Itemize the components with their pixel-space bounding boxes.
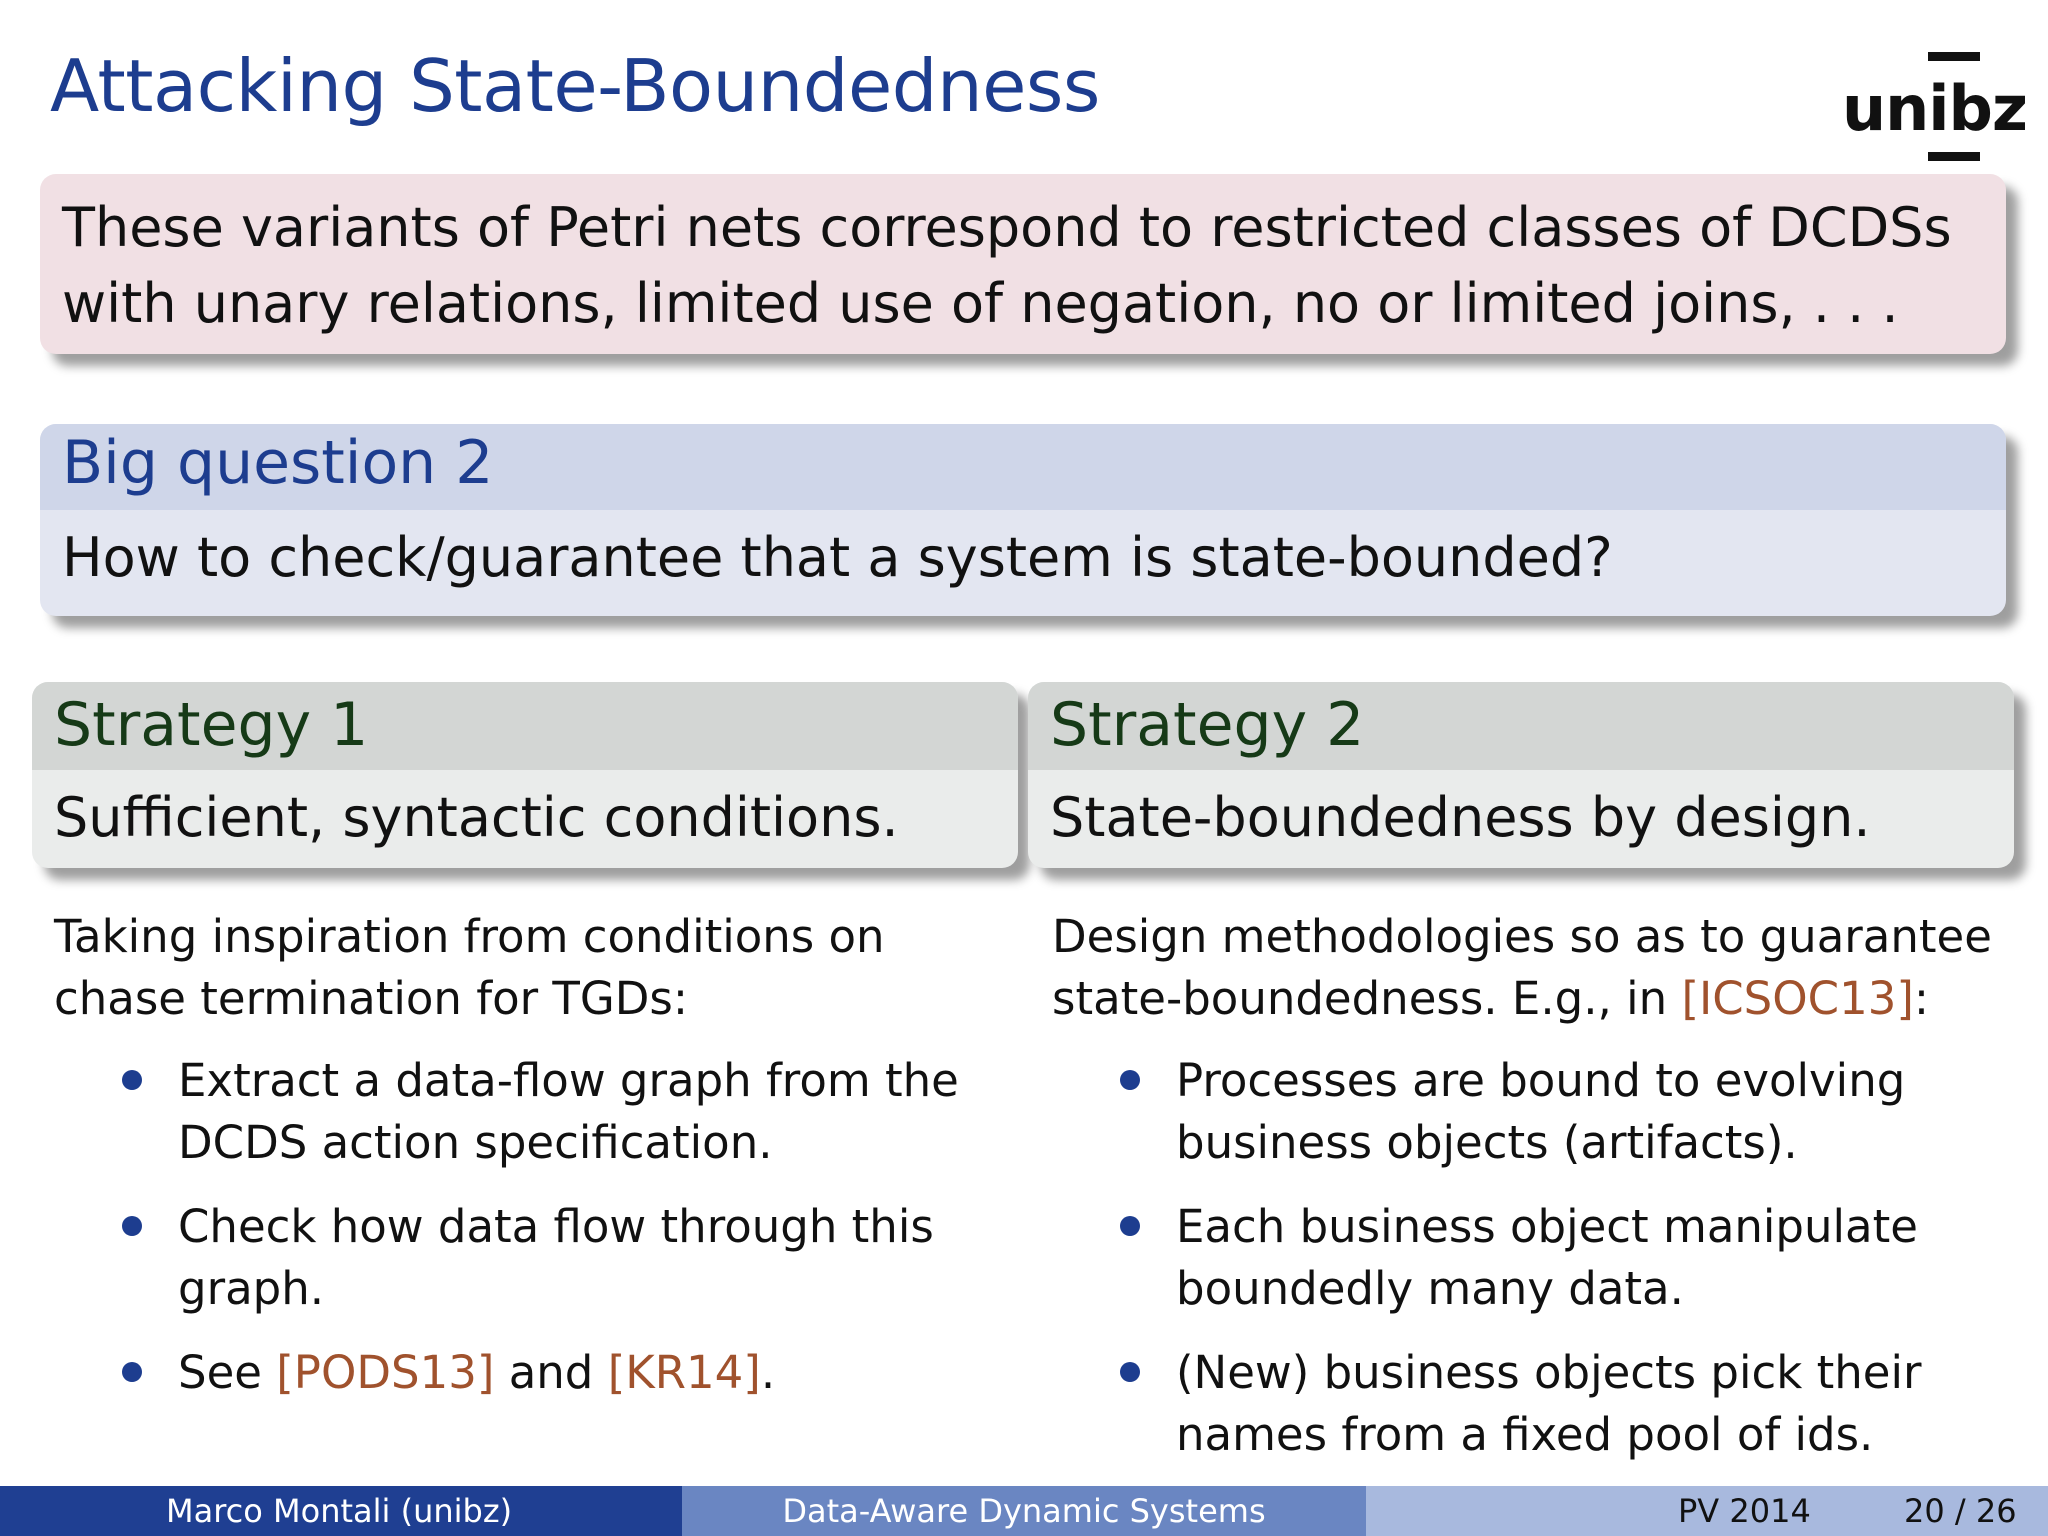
strategy-2-text: State-boundedness by design. — [1050, 786, 1871, 849]
bullet-icon — [122, 1070, 142, 1090]
list-item — [1052, 1342, 2012, 1466]
footer-page-number: 20 / 26 — [1904, 1492, 2017, 1530]
strategy-2-intro — [1052, 906, 2012, 1030]
strategy-1-bullet-list — [54, 1050, 1014, 1404]
footer-event-section — [1366, 1486, 2048, 1536]
slide-title: Attacking State-Boundedness — [50, 44, 1100, 128]
citation-link-icsoc13[interactable]: [ICSOC13] — [1681, 972, 1914, 1025]
strategy-1-title: Strategy 1 — [54, 690, 369, 760]
list-item-text-mid: and — [494, 1346, 608, 1399]
strategy-1-details — [54, 906, 1014, 1426]
logo-text: unibz — [1842, 72, 2027, 145]
bullet-icon — [122, 1362, 142, 1382]
list-item-text: (New) business objects pick their names from a fixed pool of ids. — [1176, 1346, 1922, 1461]
strategy-2-intro-colon: : — [1913, 972, 1930, 1025]
bullet-icon — [1120, 1362, 1140, 1382]
list-item — [1052, 1050, 2012, 1174]
list-item-text-pre: See — [178, 1346, 277, 1399]
list-item-text: Processes are bound to evolving business objects (artifacts). — [1176, 1054, 1906, 1169]
footer-author: Marco Montali (unibz) — [166, 1492, 513, 1530]
bullet-icon — [1120, 1216, 1140, 1236]
strategy-2-header — [1028, 682, 2014, 770]
bullet-icon — [1120, 1070, 1140, 1090]
strategy-1-text: Sufficient, syntactic conditions. — [54, 786, 899, 849]
alert-text: These variants of Petri nets correspond to restricted classes of DCDSs with unary relations, limited use of negation, no or limited joins, . . . — [62, 196, 1952, 335]
question-header — [40, 424, 2006, 510]
slide-footer — [0, 1486, 2048, 1536]
list-item-text: Each business object manipulate boundedly many data. — [1176, 1200, 1918, 1315]
question-block — [40, 424, 2006, 616]
bullet-icon — [122, 1216, 142, 1236]
logo-top-bar — [1928, 52, 1980, 61]
list-item — [54, 1196, 1014, 1320]
footer-talk-title: Data-Aware Dynamic Systems — [782, 1492, 1266, 1530]
citation-link-pods13[interactable]: [PODS13] — [276, 1346, 495, 1399]
strategy-2-block — [1028, 682, 2014, 868]
list-item-text: Check how data flow through this graph. — [178, 1200, 934, 1315]
citation-link-kr14[interactable]: [KR14] — [607, 1346, 761, 1399]
list-item — [54, 1050, 1014, 1174]
question-text: How to check/guarantee that a system is state-bounded? — [62, 526, 1613, 589]
strategy-2-title: Strategy 2 — [1050, 690, 1365, 760]
strategy-2-details — [1052, 906, 2012, 1488]
footer-talk-section — [682, 1486, 1366, 1536]
list-item-text-post: . — [760, 1346, 776, 1399]
strategy-1-header — [32, 682, 1018, 770]
alert-box — [40, 174, 2006, 354]
logo-bottom-bar — [1928, 152, 1980, 161]
unibz-logo — [1838, 52, 2027, 164]
strategy-2-bullet-list — [1052, 1050, 2012, 1466]
list-item — [1052, 1196, 2012, 1320]
question-title: Big question 2 — [62, 428, 494, 498]
strategy-1-intro: Taking inspiration from conditions on chase termination for TGDs: — [54, 910, 885, 1025]
footer-author-section — [0, 1486, 682, 1536]
footer-event: PV 2014 — [1678, 1492, 1811, 1530]
list-item-text: Extract a data-flow graph from the DCDS action specification. — [178, 1054, 959, 1169]
strategy-2-intro-text: Design methodologies so as to guarantee state-boundedness. E.g., in — [1052, 910, 1992, 1025]
strategy-1-block — [32, 682, 1018, 868]
list-item — [54, 1342, 1014, 1404]
